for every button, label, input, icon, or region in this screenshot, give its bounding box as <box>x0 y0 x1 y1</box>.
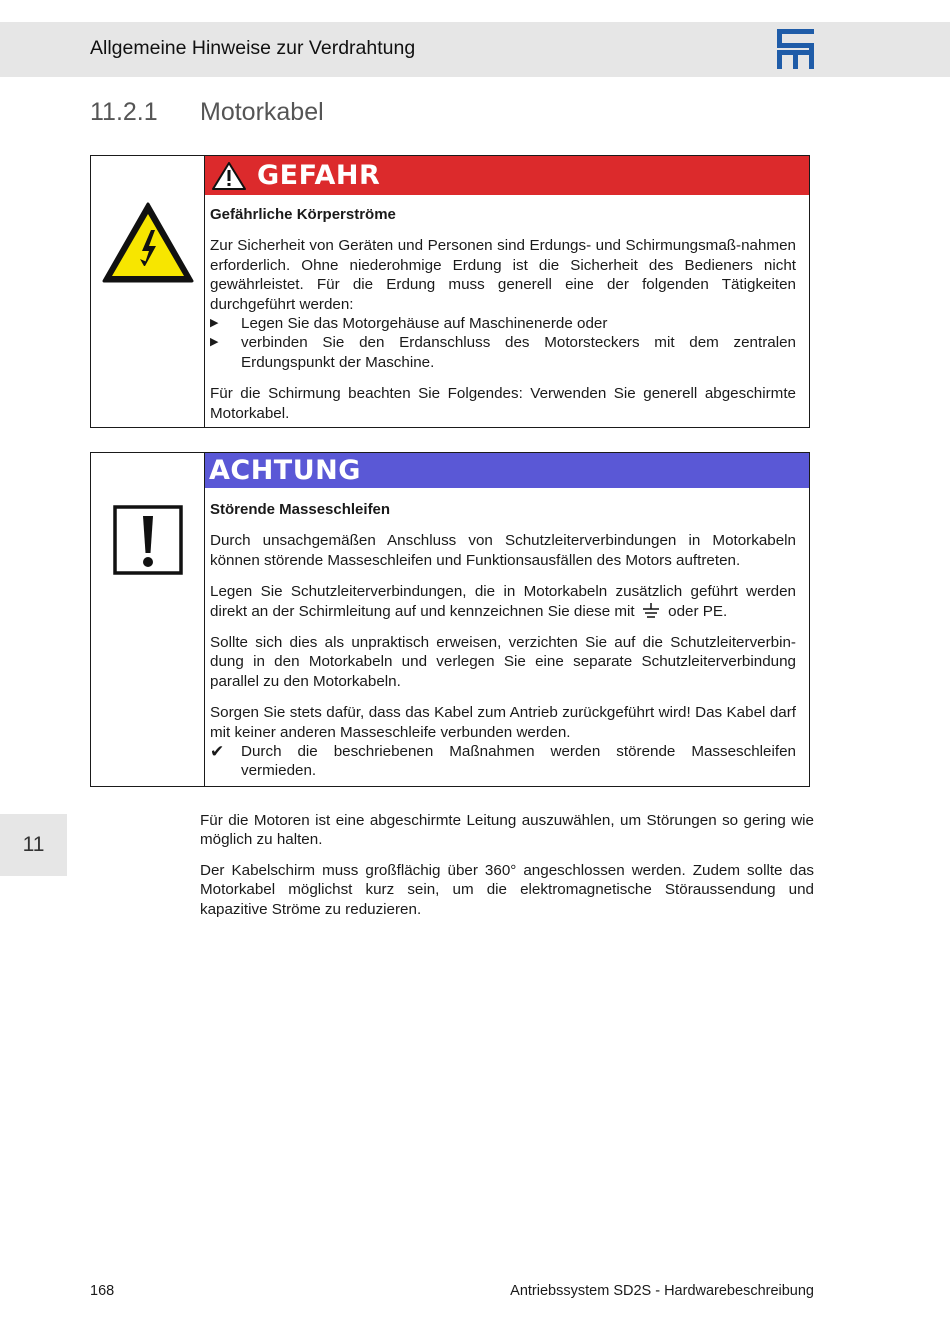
main-text <box>200 811 814 930</box>
danger-notice <box>90 155 810 428</box>
danger-bullet-1: Legen Sie das Motorgehäuse auf Maschinenerde oder <box>241 315 608 333</box>
bullet-icon: ▶ <box>210 317 219 330</box>
caution-label: ACHTUNG <box>209 455 361 486</box>
section-heading <box>90 98 324 127</box>
caution-paragraph-4: Sorgen Sie stets dafür, dass das Kabel zum Antrieb zurückgeführt wird! Das Kabel darf mit keiner anderen Masseschleife verbunden werden. <box>210 704 796 741</box>
danger-paragraph-1: Zur Sicherheit von Geräten und Personen sind Erdungs- und Schirmungsmaß-nahmen erforderlich. Ohne niederohmige Erdung ist die Sicherheit des Bedieners nicht gewährleistet. Für die Erdung muss generell eine der folgenden Tätigkeiten durchgeführt werden: <box>210 237 796 313</box>
danger-paragraph-2: Für die Schirmung beachten Sie Folgendes: Verwenden Sie generell abgeschirmte Motorkabel. <box>210 385 796 422</box>
company-logo <box>777 29 814 69</box>
caution-icon-cell <box>91 453 205 786</box>
page-number: 168 <box>90 1283 115 1299</box>
body-paragraph-1: Für die Motoren ist eine abgeschirmte Leitung auszuwählen, um Störungen so gering wie möglich zu halten. <box>200 812 814 849</box>
caution-paragraph-3: Sollte sich dies als unpraktisch erweisen, verzichten Sie auf die Schutzleiterverbin-dung in den Motorkabeln und verlegen Sie eine separate Schutzleiterverbindung parallel zu den Motorkabeln. <box>210 634 796 690</box>
list-item <box>210 333 796 372</box>
exclamation-icon <box>113 505 183 575</box>
caution-paragraph-1: Durch unsachgemäßen Anschluss von Schutzleiterverbindungen in Motorkabeln können störende Masseschleifen und Funktionsausfällen des Motors auftreten. <box>210 532 796 569</box>
caution-subheading: Störende Masseschleifen <box>210 501 391 518</box>
header-title: Allgemeine Hinweise zur Verdrahtung <box>90 37 416 59</box>
danger-label: GEFAHR <box>257 160 381 191</box>
danger-subheading: Gefährliche Körperströme <box>210 206 396 223</box>
caution-paragraph-2-suffix: oder PE. <box>668 602 728 620</box>
electric-shock-warning-icon <box>102 202 194 284</box>
chapter-tab: 11 <box>0 814 67 876</box>
document-title: Antriebssystem SD2S - Hardwarebeschreibung <box>510 1283 814 1299</box>
warning-triangle-icon <box>211 161 247 191</box>
checkmark-icon: ✔ <box>210 742 225 762</box>
danger-band <box>205 156 809 195</box>
list-item <box>210 314 796 333</box>
danger-bullet-2: verbinden Sie den Erdanschluss des Motorsteckers mit dem zentralen Erdungspunkt der Maschine. <box>241 334 796 371</box>
caution-notice <box>90 452 810 787</box>
body-paragraph-2: Der Kabelschirm muss großflächig über 360° angeschlossen werden. Zudem sollte das Motorkabel möglichst kurz sein, um die elektromagnetische Störaussendung und kapazitive Ströme zu reduzieren. <box>200 861 814 918</box>
ground-symbol-icon <box>642 602 660 619</box>
danger-icon-cell <box>91 156 205 427</box>
caution-paragraph-2 <box>210 582 796 621</box>
caution-result: Durch die beschriebenen Maßnahmen werden störende Masseschleifen vermieden. <box>241 743 796 780</box>
caution-band <box>205 453 809 488</box>
caution-paragraph-2-text: Legen Sie Schutzleiterverbindungen, die in Motorkabeln zusätzlich geführt werden direkt an der Schirmleitung auf und kennzeichnen Sie diese mit <box>210 583 796 620</box>
section-number: 11.2.1 <box>90 98 158 126</box>
section-title: Motorkabel <box>200 98 324 126</box>
bullet-icon: ▶ <box>210 336 219 349</box>
result-item <box>210 742 796 781</box>
